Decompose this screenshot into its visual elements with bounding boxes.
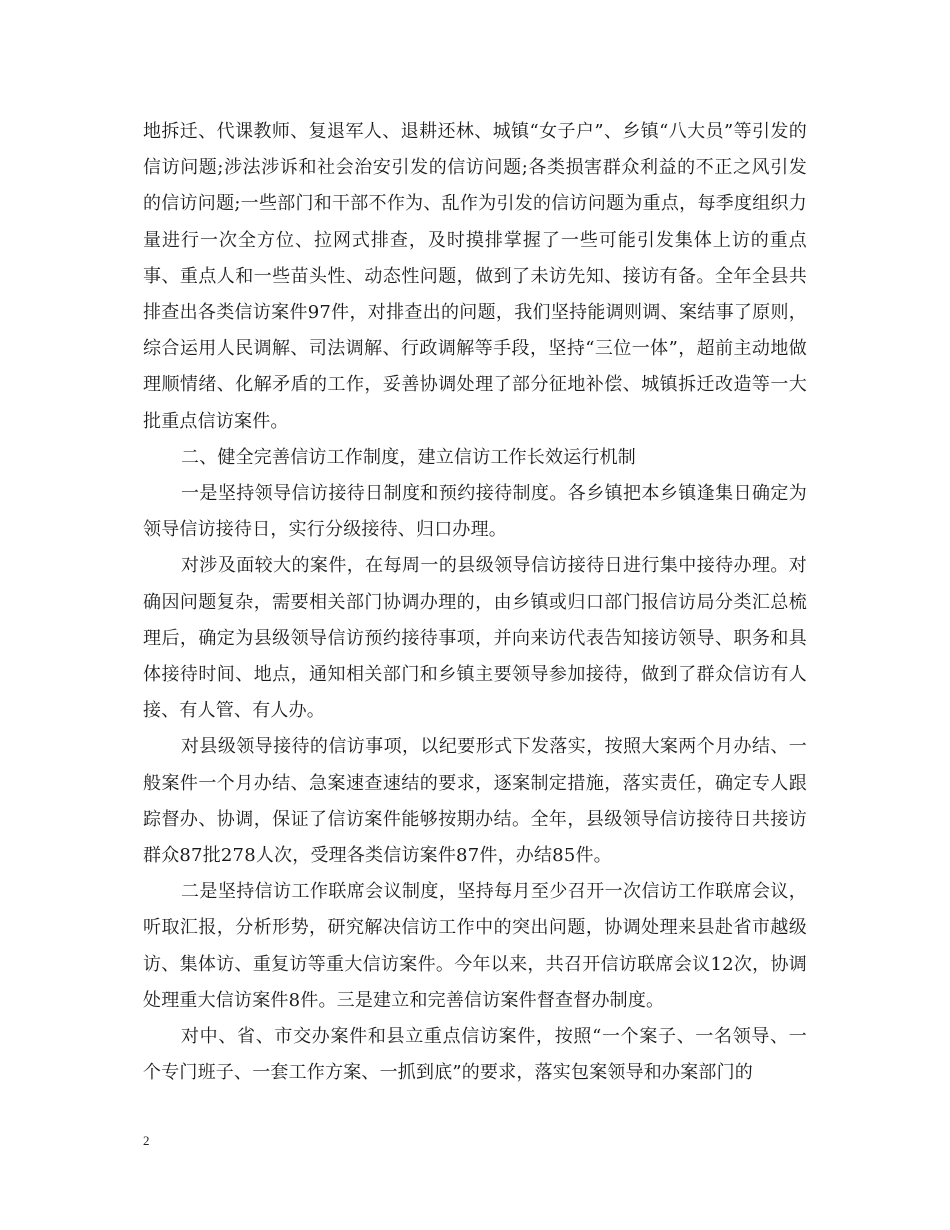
document-body	[143, 114, 807, 1091]
paragraph-7: 对中、省、市交办案件和县立重点信访案件，按照“一个案子、一名领导、一个专门班子、一套工作方案、一抓到底”的要求，落实包案领导和办案部门的	[143, 1026, 807, 1084]
paragraph-3: 一是坚持领导信访接待日制度和预约接待制度。各乡镇把本乡镇逢集日确定为领导信访接待日，实行分级接待、归口办理。	[143, 483, 807, 541]
section-heading-2: 二、健全完善信访工作制度，建立信访工作长效运行机制	[181, 446, 636, 468]
paragraph-5: 对县级领导接待的信访事项，以纪要形式下发落实，按照大案两个月办结、一般案件一个月办结、急案速查速结的要求，逐案制定措施，落实责任，确定专人跟踪督办、协调，保证了信访案件能够按期办结。全年，县级领导信访接待日共接访群众87批278人次，受理各类信访案件87件，办结85件。	[143, 736, 807, 867]
page-number: 2	[143, 1133, 150, 1148]
paragraph-4: 对涉及面较大的案件，在每周一的县级领导信访接待日进行集中接待办理。对确因问题复杂，需要相关部门协调办理的，由乡镇或归口部门报信访局分类汇总梳理后，确定为县级领导信访预约接待事项，并向来访代表告知接访领导、职务和具体接待时间、地点，通知相关部门和乡镇主要领导参加接待，做到了群众信访有人接、有人管、有人办。	[143, 555, 807, 722]
paragraph-6: 二是坚持信访工作联席会议制度，坚持每月至少召开一次信访工作联席会议，听取汇报，分析形势，研究解决信访工作中的突出问题，协调处理来县赴省市越级访、集体访、重复访等重大信访案件。今年以来，共召开信访联席会议12次，协调处理重大信访案件8件。三是建立和完善信访案件督查督办制度。	[143, 881, 807, 1011]
paragraph-1: 地拆迁、代课教师、复退军人、退耕还林、城镇“女子户”、乡镇“八大员”等引发的信访问题;涉法涉诉和社会治安引发的信访问题;各类损害群众利益的不正之风引发的信访问题;一些部门和干部不作为、乱作为引发的信访问题为重点，每季度组织力量进行一次全方位、拉网式排查，及时摸排掌握了一些可能引发集体上访的重点事、重点人和一些苗头性、动态性问题，做到了未访先知、接访有备。全年全县共排查出各类信访案件97件，对排查出的问题，我们坚持能调则调、案结事了原则，综合运用人民调解、司法调解、行政调解等手段，坚持“三位一体”，超前主动地做理顺情绪、化解矛盾的工作，妥善协调处理了部分征地补偿、城镇拆迁改造等一大批重点信访案件。	[143, 121, 807, 432]
